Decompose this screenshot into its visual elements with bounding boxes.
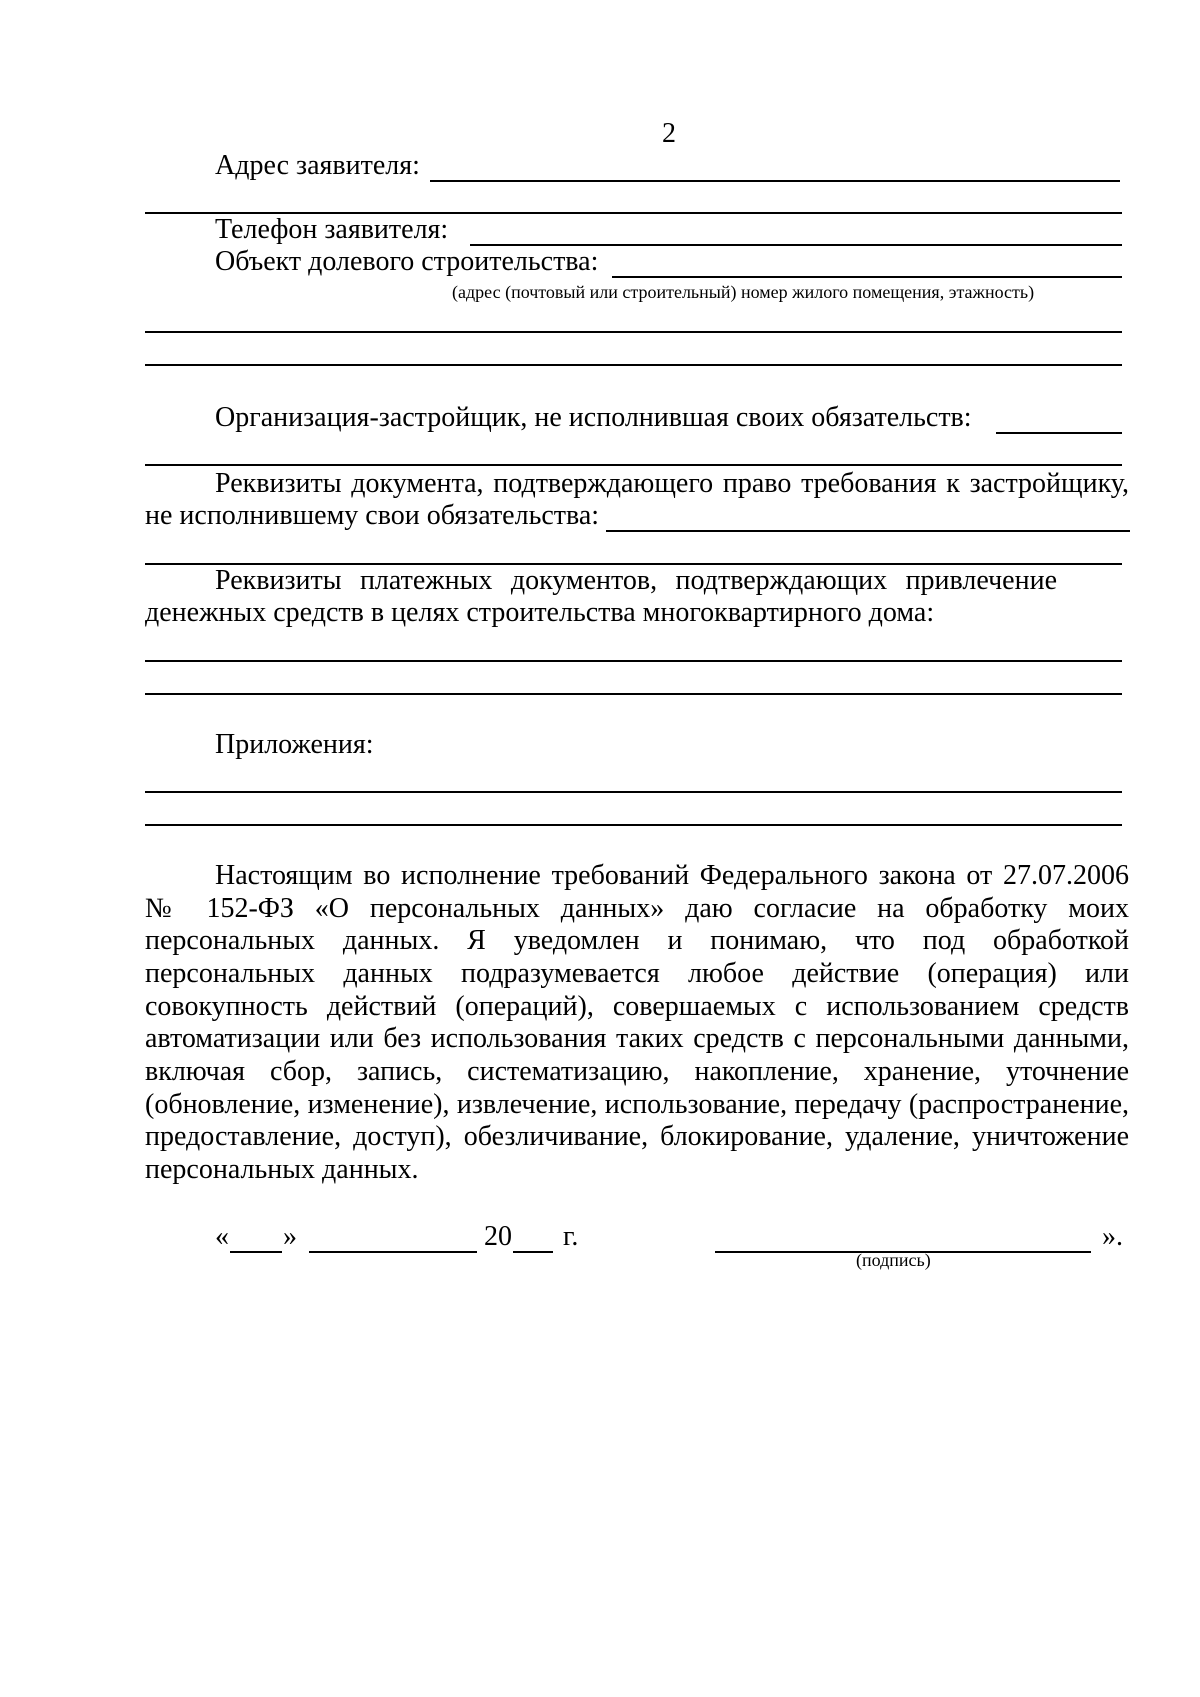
payment-docs-line-2 xyxy=(145,693,1122,695)
applicant-phone-label: Телефон заявителя: xyxy=(215,214,449,245)
applicant-address-continuation-input[interactable] xyxy=(145,183,1130,211)
shared-object-extra-line-1 xyxy=(145,331,1122,333)
shared-object-label: Объект долевого строительства: xyxy=(215,246,599,277)
consent-line-6: автоматизации или без использования таких средств с персональными данными, xyxy=(145,1023,1129,1054)
claim-document-continuation-input[interactable] xyxy=(145,534,1130,562)
consent-line-7: включая сбор, запись, систематизацию, накопление, хранение, уточнение xyxy=(145,1056,1129,1087)
applicant-address-input[interactable] xyxy=(430,150,1128,178)
page-number: 2 xyxy=(662,118,676,149)
attachments-line-2 xyxy=(145,824,1122,826)
consent-line-3: персональных данных. Я уведомлен и понимаю, что под обработкой xyxy=(145,925,1129,956)
consent-line-2: № 152-ФЗ «О персональных данных» даю согласие на обработку моих xyxy=(145,893,1129,924)
date-day-line xyxy=(230,1251,282,1253)
attachments-input-1[interactable] xyxy=(145,763,1130,791)
shared-object-input[interactable] xyxy=(612,246,1130,274)
payment-docs-input-1[interactable] xyxy=(145,632,1130,660)
date-year-line xyxy=(513,1251,553,1253)
attachments-label: Приложения: xyxy=(215,729,374,760)
signature-hint: (подпись) xyxy=(856,1250,931,1270)
payment-docs-label: Реквизиты платежных документов, подтверждающих привлечение xyxy=(215,565,1057,596)
date-year-input[interactable] xyxy=(513,1221,561,1249)
developer-continuation-input[interactable] xyxy=(145,436,1130,464)
consent-line-4: персональных данных подразумевается любое действие (операция) или xyxy=(145,958,1129,989)
shared-object-hint: (адрес (почтовый или строительный) номер жилого помещения, этажность) xyxy=(452,282,1035,302)
signature-input[interactable] xyxy=(715,1221,1099,1249)
claim-document-label: Реквизиты документа, подтверждающего право требования к застройщику, xyxy=(215,468,1129,499)
shared-object-line xyxy=(612,276,1122,278)
consent-line-5: совокупность действий (операций), совершаемых с использованием средств xyxy=(145,991,1129,1022)
date-year-suffix: г. xyxy=(563,1221,579,1252)
applicant-address-label: Адрес заявителя: xyxy=(215,150,420,181)
date-month-input[interactable] xyxy=(309,1221,485,1249)
consent-line-8: (обновление, изменение), извлечение, использование, передачу (распространение, xyxy=(145,1089,1129,1120)
attachments-line-1 xyxy=(145,791,1122,793)
shared-object-extra-line-2 xyxy=(145,364,1122,366)
date-quote-open: « xyxy=(215,1221,229,1252)
date-quote-close: » xyxy=(283,1221,297,1252)
shared-object-extra-input-1[interactable] xyxy=(145,302,1130,330)
payment-docs-input-2[interactable] xyxy=(145,664,1130,692)
date-day-input[interactable] xyxy=(230,1221,290,1249)
consent-line-1: Настоящим во исполнение требований Федерального закона от 27.07.2006 xyxy=(215,860,1129,891)
consent-line-9: предоставление, доступ), обезличивание, блокирование, удаление, уничтожение xyxy=(145,1121,1129,1152)
applicant-address-line xyxy=(430,180,1120,182)
payment-docs-line-1 xyxy=(145,660,1122,662)
claim-document-input[interactable] xyxy=(606,500,1138,528)
applicant-phone-input[interactable] xyxy=(470,214,1130,242)
developer-input[interactable] xyxy=(996,402,1130,430)
developer-continuation-line xyxy=(145,464,1122,466)
developer-line xyxy=(996,432,1122,434)
claim-document-label-continued: не исполнившему свои обязательства: xyxy=(145,500,600,531)
claim-document-line xyxy=(606,530,1130,532)
date-year-prefix: 20 xyxy=(484,1221,512,1252)
attachments-input-2[interactable] xyxy=(145,795,1130,823)
signature-end: ». xyxy=(1102,1221,1123,1252)
developer-label: Организация-застройщик, не исполнившая своих обязательств: xyxy=(215,402,972,433)
shared-object-extra-input-2[interactable] xyxy=(145,335,1130,363)
payment-docs-label-continued: денежных средств в целях строительства многоквартирного дома: xyxy=(145,597,935,628)
consent-line-10: персональных данных. xyxy=(145,1154,419,1185)
date-month-line xyxy=(309,1251,477,1253)
